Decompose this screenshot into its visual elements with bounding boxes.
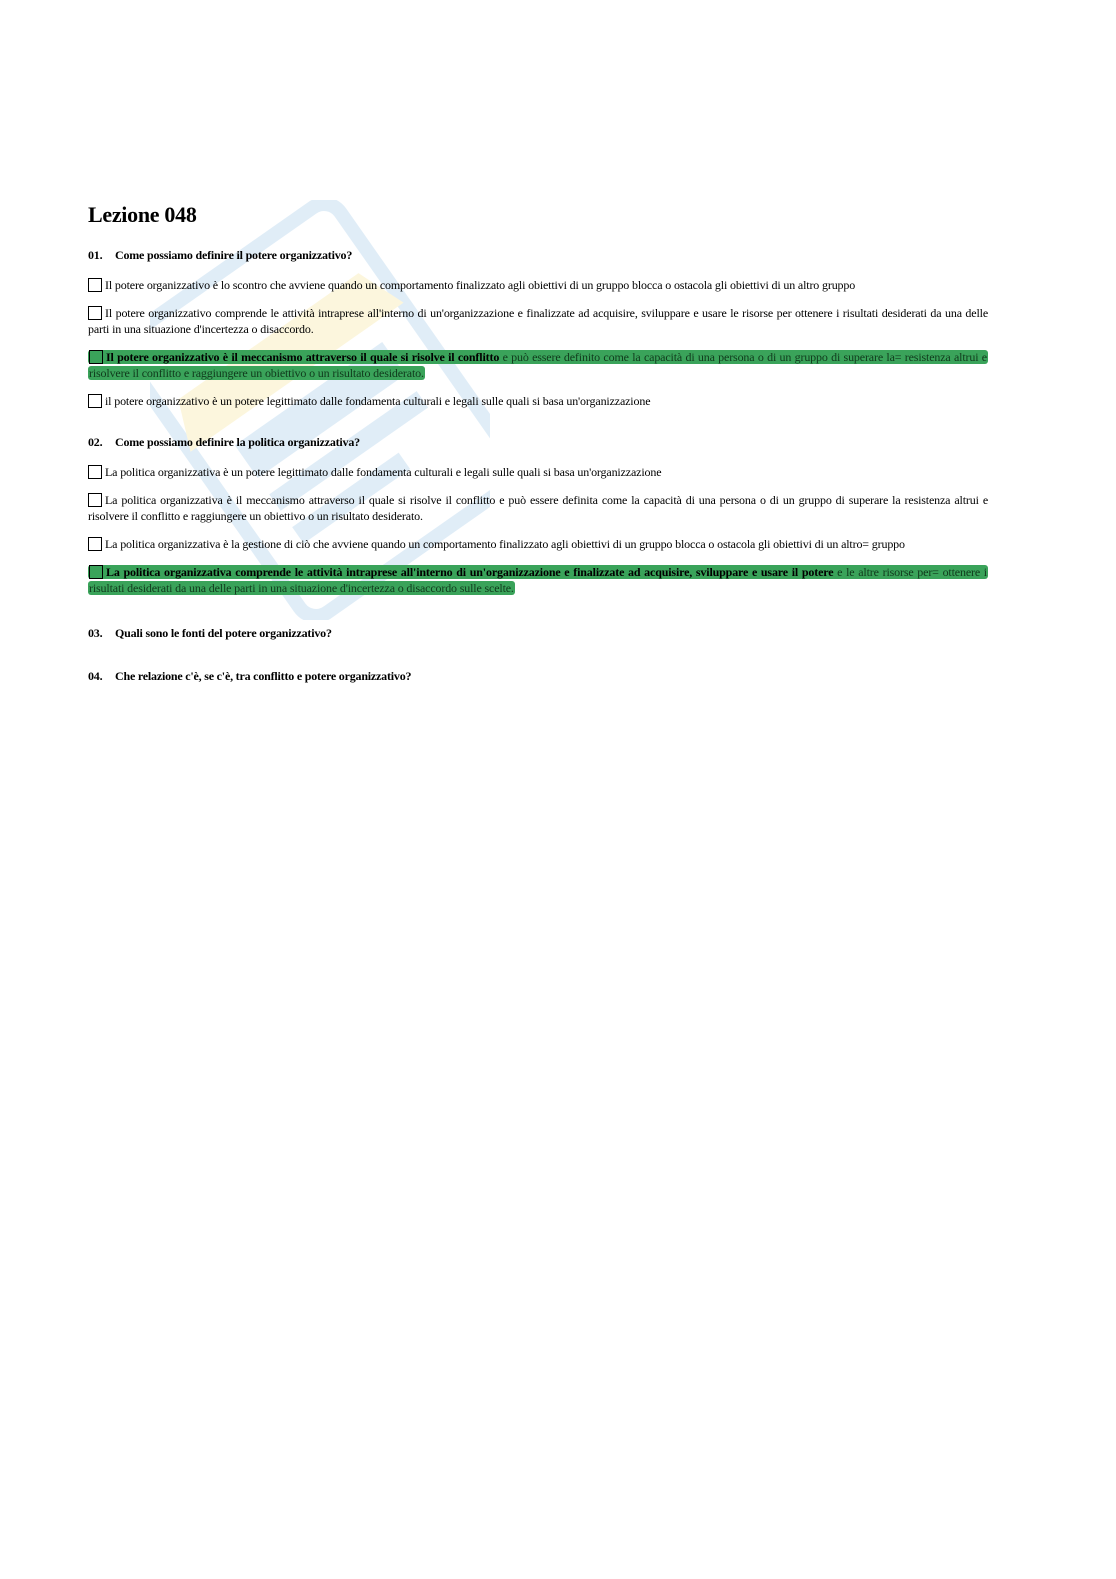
answer-text: Il potere organizzativo comprende le attività intraprese all'interno di un'organizzazione e finalizzate ad acquisire, sviluppare e usare le risorse per ottenere i risultati desiderati da una delle parti in una situazione d'incertezza o disaccordo. — [88, 306, 988, 336]
answer-text-bold: La politica organizzativa comprende le attività intraprese all'interno di un'organizzazione e finalizzate ad acquisire, sviluppare e usare il potere — [106, 565, 834, 579]
question-number: 01. — [88, 248, 103, 262]
question-text: Che relazione c'è, se c'è, tra conflitto e potere organizzativo? — [115, 669, 412, 683]
answer-option-correct — [88, 349, 988, 381]
answer-text: La politica organizzativa è il meccanismo attraverso il quale si risolve il conflitto e può essere definita come la capacità di una persona o di un gruppo di superare la resistenza altrui e risolvere il conflitto e raggiungere un obiettivo o un risultato desiderato. — [88, 493, 988, 523]
question-text: Come possiamo definire la politica organizzativa? — [115, 435, 360, 449]
answer-option — [88, 492, 988, 524]
checkbox[interactable] — [88, 394, 102, 408]
answer-text: e le altre risorse per= ottenere i risultati desiderati da una delle parti in una situazione d'incertezza o disaccordo sulle scelte. — [89, 565, 987, 595]
question-2-heading — [88, 435, 988, 450]
question-number: 04. — [88, 669, 103, 683]
document-page — [88, 202, 988, 712]
question-text: Come possiamo definire il potere organizzativo? — [115, 248, 353, 262]
answer-option — [88, 393, 988, 409]
lesson-title: Lezione 048 — [88, 202, 197, 227]
answer-text: il potere organizzativo è un potere legittimato dalle fondamenta culturali e legali sulle quali si basa un'organizzazione — [105, 394, 651, 408]
checkbox[interactable] — [88, 537, 102, 551]
question-2 — [88, 435, 988, 596]
correct-answer-highlight — [88, 350, 988, 380]
question-3 — [88, 626, 988, 641]
question-text: Quali sono le fonti del potere organizzativo? — [115, 626, 332, 640]
question-number: 03. — [88, 626, 103, 640]
checkbox[interactable] — [89, 350, 103, 364]
question-1 — [88, 248, 988, 409]
answer-text: La politica organizzativa è un potere legittimato dalle fondamenta culturali e legali sulle quali si basa un'organizzazione — [105, 465, 662, 479]
answer-text: Il potere organizzativo è lo scontro che avviene quando un comportamento finalizzato agli obiettivi di un gruppo blocca o ostacola gli obiettivi di un altro gruppo — [105, 278, 856, 292]
question-4-heading — [88, 669, 988, 684]
checkbox[interactable] — [88, 493, 102, 507]
question-1-heading — [88, 248, 988, 263]
question-number: 02. — [88, 435, 103, 449]
answer-option — [88, 464, 988, 480]
correct-answer-highlight — [88, 565, 988, 595]
answer-text: e può essere definito come la capacità di una persona o di un gruppo di superare la= resistenza altrui e risolvere il conflitto e raggiungere un obiettivo o un risultato desiderato. — [89, 350, 987, 380]
answer-option-correct — [88, 564, 988, 596]
answer-option — [88, 305, 988, 337]
question-4 — [88, 669, 988, 684]
answer-text-bold: Il potere organizzativo è il meccanismo attraverso il quale si risolve il conflitto — [106, 350, 500, 364]
answer-text: La politica organizzativa è la gestione di ciò che avviene quando un comportamento finalizzato agli obiettivi di un gruppo blocca o ostacola gli obiettivi di un altro= gruppo — [105, 537, 905, 551]
checkbox[interactable] — [88, 465, 102, 479]
checkbox[interactable] — [89, 565, 103, 579]
checkbox[interactable] — [88, 306, 102, 320]
checkbox[interactable] — [88, 278, 102, 292]
question-3-heading — [88, 626, 988, 641]
answer-option — [88, 277, 988, 293]
answer-option — [88, 536, 988, 552]
